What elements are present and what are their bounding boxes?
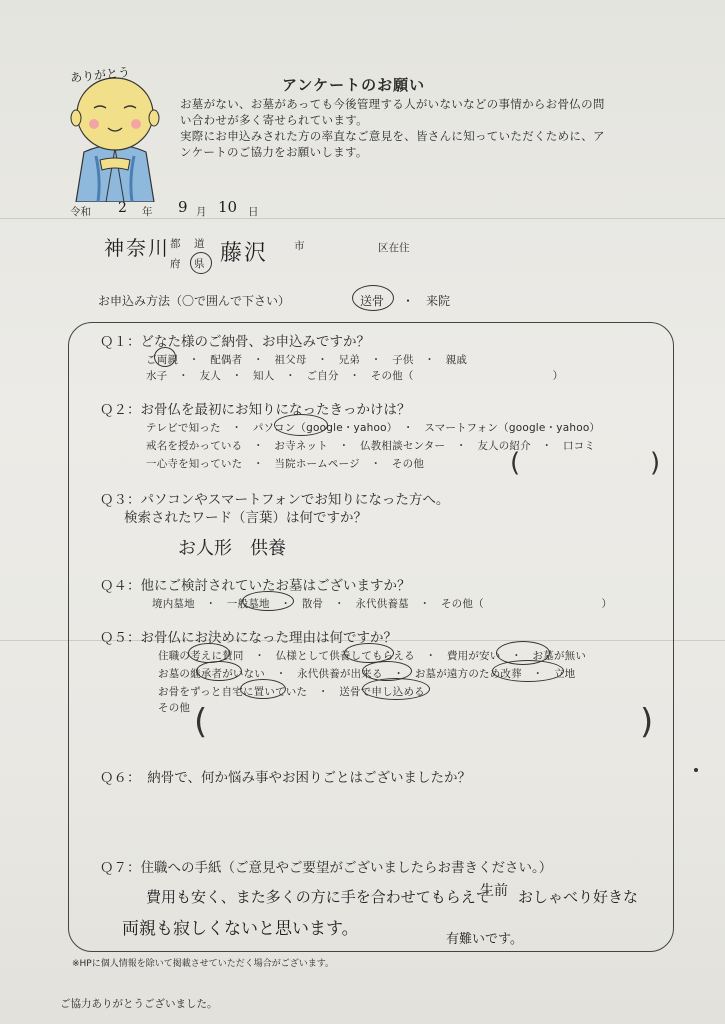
method-selected-circle [352,285,394,311]
q4-option[interactable]: 散骨 [301,598,324,610]
q1-option[interactable]: 兄弟 [338,354,361,366]
intro-line-4: ンケートのご協力をお願いします。 [180,145,368,159]
q1-option[interactable]: ご自分 [306,370,339,382]
q1-question: Ｑ１：どなた様のご納骨、お申込みですか？ [100,334,370,350]
q4-option[interactable]: 一般墓地 [226,598,270,610]
q5-option[interactable]: 永代供養が出来る [297,668,383,680]
q5-options-row1: 住職の考えに賛同 ・ 仏様として供養してもらえる ・ 費用が安い ・ お墓が無い [158,650,587,662]
punch-mark [694,768,698,772]
q7-answer-insert[interactable]: 生前 [480,883,508,899]
method-separator: ・ [402,294,415,308]
q5-other-label: その他 [158,702,191,714]
q4-option[interactable]: その他（ ） [440,598,613,610]
q2-options-row3: 一心寺を知っていた ・ 当院ホームページ ・ その他 [146,458,425,470]
q7-answer-line1[interactable]: 費用も安く、また多くの方に手を合わせてもらえて [146,888,491,906]
q5-options-row2: お墓の継承者がいない ・ 永代供養が出来る ・ お墓が遠方のため改葬 ・ 立地 [158,668,576,680]
q2-options-row2: 戒名を授かっている ・ お寺ネット ・ 仏教相談センター ・ 友人の紹介 ・ 口コミ [146,440,596,452]
address-ken: 県 [194,258,205,270]
q5-option[interactable]: お骨をずっと自宅に置いていた [158,686,308,698]
q2-option[interactable]: お寺ネット [274,440,328,452]
privacy-note: ※HPに個人情報を除いて掲載させていただく場合がございます。 [72,959,335,969]
date-year-unit: 年 [142,206,153,218]
q6-question: Ｑ６： 納骨で、何か悩み事やお困りごとはございましたか？ [100,770,471,786]
q5-answer-circle [362,678,430,700]
date-day-unit: 日 [248,206,259,218]
q5-option[interactable]: 立地 [553,668,576,680]
address-dou: 道 [194,238,205,250]
q2-other-bracket-close: ) [650,448,661,478]
q2-option[interactable]: その他 [391,458,425,470]
intro-line-3: 実際にお申込みされた方の率直なご意見を、皆さんに知っていただくために、ア [180,129,605,143]
q1-option[interactable]: 配偶者 [210,354,243,366]
closing-thanks: ご協力ありがとうございました。 [60,998,218,1010]
q5-option[interactable]: 仏様として供養してもらえる [275,650,415,662]
intro-line-1: お墓がない、お墓があっても今後管理する人がいないなどの事情からお骨仏の問 [180,97,605,111]
q5-answer-circle [196,661,242,681]
q1-option[interactable]: その他（ ） [370,370,564,382]
intro-line-2: い合わせが多く寄せられています。 [180,113,368,127]
q1-options-row1: ご両親 ・ 配偶者 ・ 祖父母 ・ 兄弟 ・ 子供 ・ 親戚 [146,354,468,366]
address-shi: 市 [294,240,305,252]
q1-option[interactable]: 子供 [392,354,414,366]
q2-option[interactable]: テレビで知った [146,422,221,434]
ken-circle-mark [190,252,212,274]
date-month-unit: 月 [196,206,207,218]
q5-other-bracket-close: ) [640,702,654,742]
q1-option[interactable]: 祖父母 [274,354,307,366]
q2-option[interactable]: 友人の紹介 [477,440,531,452]
q1-option[interactable]: 知人 [253,370,275,382]
q2-answer-circle [274,414,328,436]
page-title: アンケートのお願い [282,76,426,94]
q4-option[interactable]: 永代供養墓 [355,598,409,610]
q1-options-row2: 水子 ・ 友人 ・ 知人 ・ ご自分 ・ その他（ ） [146,370,564,382]
q5-option[interactable]: 費用が安い [446,650,501,662]
q2-option[interactable]: 仏教相談センター [360,440,446,452]
q7-answer-line1b[interactable]: おしゃべり好きな [518,888,639,906]
q4-question: Ｑ４：他にご検討されていたお墓はございますか？ [100,578,411,594]
q1-option[interactable]: 水子 [146,370,168,382]
date-day-value[interactable]: 10 [218,198,238,216]
q5-option[interactable]: 送骨で申し込める [339,686,425,698]
q2-option[interactable]: 戒名を授かっている [146,440,243,452]
q5-answer-circle [492,660,564,682]
q5-answer-circle [344,643,394,663]
q1-option[interactable]: 親戚 [445,354,468,366]
method-label: お申込み方法（〇で囲んで下さい） [98,294,291,308]
q1-option[interactable]: 友人 [199,370,221,382]
method-option-raiin[interactable]: 来院 [426,294,451,308]
prefecture-handwritten[interactable]: 神奈川 [104,236,170,260]
q2-option[interactable]: 口コミ [562,440,596,452]
q7-answer-sign[interactable]: 有難いです。 [446,932,523,947]
q5-options-row3: お骨をずっと自宅に置いていた ・ 送骨で申し込める [158,686,425,698]
method-option-sokotsu[interactable]: 送骨 [360,294,385,308]
q2-option[interactable]: パソコン（google・yahoo） [252,422,393,434]
q5-option[interactable]: お墓が無い [532,650,587,662]
q3-question-line1: Ｑ３：パソコンやスマートフォンでお知りになった方へ。 [100,492,450,508]
city-handwritten[interactable]: 藤沢 [220,241,269,266]
q4-options-row1: 境内墓地 ・ 一般墓地 ・ 散骨 ・ 永代供養墓 ・ その他（ ） [152,598,613,610]
date-year-value[interactable]: 2 [118,200,127,216]
q5-other-bracket-open: ( [194,702,208,742]
q5-option[interactable]: 住職の考えに賛同 [158,650,244,662]
q3-answer-handwritten[interactable]: お人形 供養 [178,538,286,559]
address-ku: 区在住 [378,242,410,254]
address-fu: 府 [170,258,181,270]
date-era: 令和 [70,206,91,218]
q2-other-bracket-open: ( [510,448,521,478]
date-month-value[interactable]: 9 [178,198,188,216]
q5-option[interactable]: お墓が遠方のため改葬 [414,668,522,680]
q5-option[interactable]: お墓の継承者がいない [158,668,265,680]
q4-option[interactable]: 境内墓地 [152,598,195,610]
q1-answer-circle [154,347,176,367]
q2-option[interactable]: 当院ホームページ [274,458,360,470]
q2-options-row1: テレビで知った ・ パソコン（google・yahoo） ・ スマートフォン（google・yahoo） [146,422,601,434]
q3-question-line2: 検索されたワード（言葉）は何ですか？ [124,510,367,526]
q2-question: Ｑ２：お骨仏を最初にお知りになったきっかけは？ [100,402,411,418]
q2-option[interactable]: 一心寺を知っていた [146,458,243,470]
q5-question: Ｑ５：お骨仏にお決めになった理由は何ですか？ [100,630,397,646]
q7-question: Ｑ７：住職への手紙（ご意見やご要望がございましたらお書きください。） [100,860,553,876]
q2-option[interactable]: スマートフォン（google・yahoo） [424,422,601,434]
paper-fold [0,218,725,219]
q5-answer-circle [188,643,230,663]
q7-answer-line2[interactable]: 両親も寂しくないと思います。 [122,919,359,939]
q1-option[interactable]: ご両親 [146,354,179,366]
q5-answer-circle [240,679,286,699]
address-to: 都 [170,238,181,250]
thanks-handwritten: ありがとう [69,64,131,86]
q4-answer-circle [242,591,294,611]
